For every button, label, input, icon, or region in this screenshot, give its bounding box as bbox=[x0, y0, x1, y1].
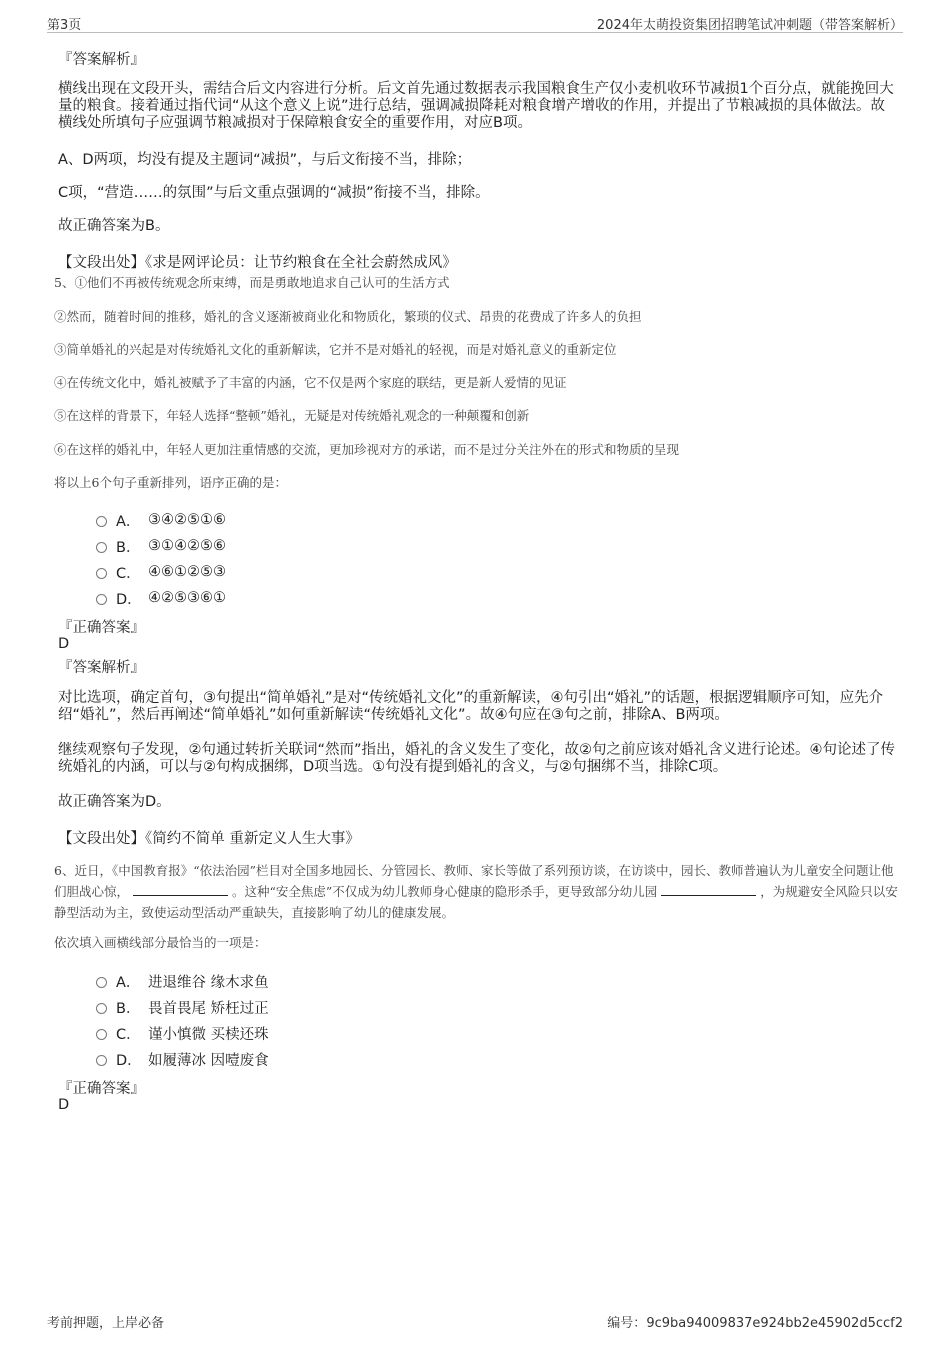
correct-answer-value: D bbox=[58, 636, 70, 652]
option-letter: D． bbox=[116, 1052, 142, 1069]
footer-slogan: 考前押题，上岸必备 bbox=[47, 1316, 165, 1331]
question-sentence: ④在传统文化中，婚礼被赋予了丰富的内涵，它不仅是两个家庭的联结，更是新人爱情的见证 bbox=[54, 375, 567, 390]
page-number: 第3页 bbox=[47, 18, 82, 33]
stem-part: 6、近日，《中国教育报》“依法治园”栏目对全国多地园长、分管园长、教师、家长等做了系列预访谈，在访谈中，园长、教师普遍认为儿童安全问题让他们胆战心惊， bbox=[54, 863, 894, 899]
question-stem bbox=[54, 860, 904, 923]
option-letter: B． bbox=[116, 1000, 141, 1017]
radio-button[interactable] bbox=[96, 1055, 107, 1066]
option-text: ④②⑤③⑥① bbox=[148, 590, 226, 606]
question-sentence: ②然而，随着时间的推移，婚礼的含义逐渐被商业化和物质化，繁琐的仪式、昂贵的花费成了许多人的负担 bbox=[54, 309, 642, 324]
option-letter: C． bbox=[116, 1026, 141, 1043]
option-c[interactable] bbox=[96, 1023, 269, 1043]
option-text: ③①④②⑤⑥ bbox=[148, 538, 226, 554]
question-stem: 将以上6个句子重新排列，语序正确的是： bbox=[54, 475, 287, 490]
text-source: 【文段出处】《求是网评论员：让节约粮食在全社会蔚然成风》 bbox=[58, 255, 457, 271]
analysis-paragraph: 故正确答案为D。 bbox=[58, 794, 171, 810]
analysis-paragraph: A、D两项，均没有提及主题词“减损”，与后文衔接不当，排除； bbox=[58, 152, 472, 168]
fill-blank bbox=[661, 883, 756, 896]
radio-button[interactable] bbox=[96, 1029, 107, 1040]
option-d[interactable] bbox=[96, 588, 226, 608]
option-letter: B． bbox=[116, 539, 141, 556]
option-text: ④⑥①②⑤③ bbox=[148, 564, 226, 580]
option-a[interactable] bbox=[96, 510, 226, 530]
radio-button[interactable] bbox=[96, 568, 107, 579]
analysis-paragraph: 故正确答案为B。 bbox=[58, 218, 170, 234]
option-letter: C． bbox=[116, 565, 141, 582]
option-c[interactable] bbox=[96, 562, 226, 582]
correct-answer-label: 『正确答案』 bbox=[58, 1081, 145, 1097]
correct-answer-label: 『正确答案』 bbox=[58, 620, 145, 636]
page-header bbox=[47, 12, 903, 33]
question-sentence: ⑤在这样的背景下，年轻人选择“整顿”婚礼，无疑是对传统婚礼观念的一种颠覆和创新 bbox=[54, 408, 530, 423]
analysis-paragraph: 继续观察句子发现，②句通过转折关联词“然而”指出，婚礼的含义发生了变化，故②句之前应该对婚礼含义进行论述。④句论述了传统婚礼的内涵，可以与②句构成捆绑，D项当选。①句没有提到婚礼的含义，与②句捆绑不当，排除C项。 bbox=[58, 742, 896, 775]
option-b[interactable] bbox=[96, 997, 269, 1017]
option-a[interactable] bbox=[96, 971, 269, 991]
question-sentence: 5、①他们不再被传统观念所束缚，而是勇敢地追求自己认可的生活方式 bbox=[54, 275, 450, 290]
analysis-paragraph: 对比选项，确定首句，③句提出“简单婚礼”是对“传统婚礼文化”的重新解读，④句引出“婚礼”的话题，根据逻辑顺序可知，应先介绍“婚礼”，然后再阐述“简单婚礼”如何重新解读“传统婚礼文化”。故④句应在③句之前，排除A、B两项。 bbox=[58, 690, 884, 723]
option-text: 谨小慎微 买椟还珠 bbox=[148, 1026, 269, 1043]
serial-number bbox=[607, 1312, 903, 1331]
fill-blank bbox=[133, 883, 228, 896]
option-text: ③④②⑤①⑥ bbox=[148, 512, 226, 528]
option-text: 如履薄冰 因噎废食 bbox=[148, 1052, 269, 1069]
question-prompt: 依次填入画横线部分最恰当的一项是： bbox=[54, 935, 267, 950]
radio-button[interactable] bbox=[96, 1003, 107, 1014]
radio-button[interactable] bbox=[96, 594, 107, 605]
analysis-paragraph: 横线出现在文段开头，需结合后文内容进行分析。后文首先通过数据表示我国粮食生产仅小麦机收环节减损1个百分点，就能挽回大量的粮食。接着通过指代词“从这个意义上说”进行总结，强调减损降耗对粮食增产增收的作用，并提出了节粮减损的具体做法。故横线处所填句子应强调节粮减损对于保障粮食安全的重要作用，对应B项。 bbox=[58, 81, 894, 131]
stem-part: 。这种“安全焦虑”不仅成为幼儿教师身心健康的隐形杀手，更导致部分幼儿园 bbox=[231, 884, 658, 899]
option-letter: A． bbox=[116, 513, 141, 530]
analysis-paragraph: C项，“营造……的氛围”与后文重点强调的“减损”衔接不当，排除。 bbox=[58, 185, 490, 201]
question-sentence: ⑥在这样的婚礼中，年轻人更加注重情感的交流，更加珍视对方的承诺，而不是过分关注外在的形式和物质的呈现 bbox=[54, 442, 680, 457]
radio-button[interactable] bbox=[96, 977, 107, 988]
document-title: 2024年太萌投资集团招聘笔试冲刺题（带答案解析） bbox=[596, 18, 903, 33]
option-text: 进退维谷 缘木求鱼 bbox=[148, 974, 269, 991]
answer-analysis-label: 『答案解析』 bbox=[58, 52, 145, 68]
option-letter: D． bbox=[116, 591, 142, 608]
radio-button[interactable] bbox=[96, 542, 107, 553]
text-source: 【文段出处】《简约不简单 重新定义人生大事》 bbox=[58, 831, 360, 847]
correct-answer-value: D bbox=[58, 1097, 70, 1113]
option-letter: A． bbox=[116, 974, 141, 991]
serial-label: 编号： bbox=[607, 1316, 647, 1331]
option-d[interactable] bbox=[96, 1049, 269, 1069]
page-footer bbox=[47, 1312, 903, 1332]
option-b[interactable] bbox=[96, 536, 226, 556]
serial-value: 9c9ba94009837e924bb2e45902d5ccf2 bbox=[646, 1316, 903, 1331]
answer-analysis-label: 『答案解析』 bbox=[58, 660, 145, 676]
stem-part: ，为规避安全风险只以安静型活动为主，致使运动型活动严重缺失，直接影响了幼儿的健康发展。 bbox=[54, 884, 898, 920]
radio-button[interactable] bbox=[96, 516, 107, 527]
option-text: 畏首畏尾 矫枉过正 bbox=[148, 1000, 269, 1017]
question-sentence: ③简单婚礼的兴起是对传统婚礼文化的重新解读，它并不是对婚礼的轻视，而是对婚礼意义的重新定位 bbox=[54, 342, 617, 357]
